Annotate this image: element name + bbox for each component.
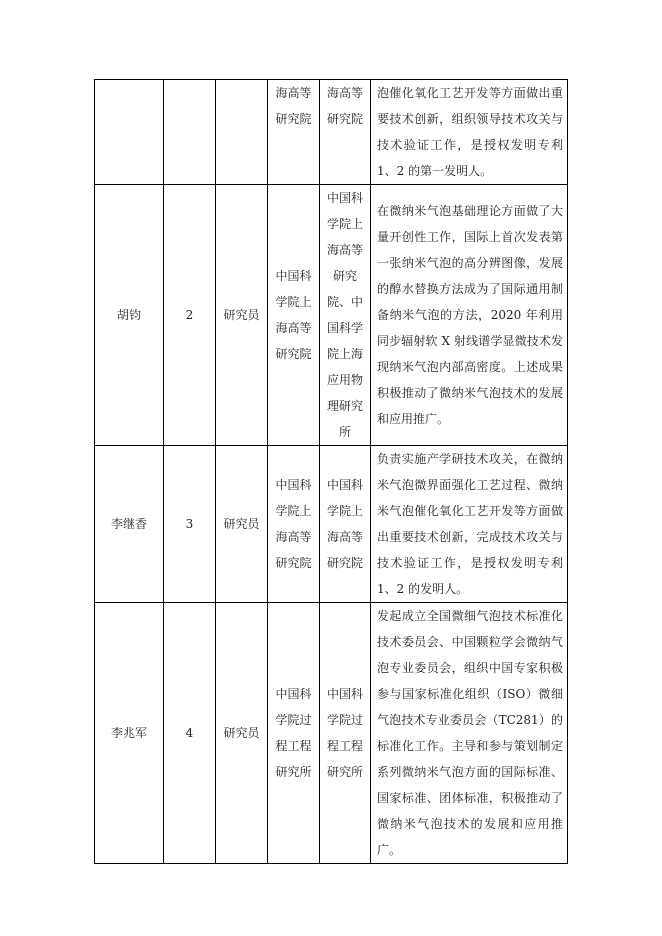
contribution-cell: [371, 603, 568, 864]
complete-unit-text: 中国科学院上海高等研究院、中国科学院上海应用物理研究所: [326, 191, 363, 439]
name-cell: 李兆军: [95, 603, 164, 864]
name-cell: 李继香: [95, 446, 164, 603]
table-row: [95, 446, 568, 603]
contribution-cell: [371, 185, 568, 446]
complete-unit-text: 中国科学院上海高等研究院: [326, 478, 363, 570]
contribution-text: 在微纳米气泡基础理论方面做了大量开创性工作，国际上首次发表第一张纳米气泡的高分辨图像，发展的醇水替换方法成为了国际通用制备纳米气泡的方法，2020 年利用同步辐射软 X 射线谱学显微技术发现纳米气泡内部高密度。上述成果积极推动了微纳米气泡技术的发展和应用推广。: [377, 204, 563, 426]
title-cell: 研究员: [216, 185, 268, 446]
table-row: [95, 80, 568, 185]
complete-unit-text: 中国科学院过程工程研究所: [326, 687, 363, 779]
complete-unit-cell: [320, 603, 371, 864]
title-cell: 研究员: [216, 603, 268, 864]
work-unit-cell: [268, 446, 320, 603]
contributors-table: [94, 79, 568, 864]
contribution-cell: [371, 446, 568, 603]
complete-unit-text: 海高等研究院: [326, 86, 363, 126]
name-cell: 胡钧: [95, 185, 164, 446]
table-row: [95, 603, 568, 864]
work-unit-text: 中国科学院上海高等研究院: [275, 269, 312, 361]
work-unit-cell: [268, 603, 320, 864]
rank-cell: 4: [164, 603, 216, 864]
complete-unit-cell: [320, 446, 371, 603]
table-row: [95, 185, 568, 446]
work-unit-text: 中国科学院上海高等研究院: [275, 478, 312, 570]
rank-cell: 2: [164, 185, 216, 446]
contribution-text: 发起成立全国微细气泡技术标准化技术委员会、中国颗粒学会微纳气泡专业委员会，组织中国专家积极参与国家标准化组织（ISO）微细气泡技术专业委员会（TC281）的标准化工作。主导和参与策划制定系列微纳米气泡方面的国际标准、国家标准、团体标准，积极推动了微纳米气泡技术的发展和应用推广。: [377, 609, 563, 857]
contribution-cell: [371, 80, 568, 185]
complete-unit-cell: [320, 185, 371, 446]
name-cell: [95, 80, 164, 185]
contribution-text: 负责实施产学研技术攻关，在微纳米气泡微界面强化工艺过程、微纳米气泡催化氧化工艺开发等方面做出重要技术创新，完成技术攻关与技术验证工作，是授权发明专利 1、2 的发明人。: [377, 452, 563, 596]
title-cell: [216, 80, 268, 185]
work-unit-text: 中国科学院过程工程研究所: [275, 687, 312, 779]
work-unit-text: 海高等研究院: [275, 86, 312, 126]
work-unit-cell: [268, 80, 320, 185]
rank-cell: [164, 80, 216, 185]
complete-unit-cell: [320, 80, 371, 185]
rank-cell: 3: [164, 446, 216, 603]
title-cell: 研究员: [216, 446, 268, 603]
work-unit-cell: [268, 185, 320, 446]
contribution-text: 泡催化氧化工艺开发等方面做出重要技术创新，组织领导技术攻关与技术验证工作，是授权发明专利 1、2 的第一发明人。: [377, 86, 563, 178]
